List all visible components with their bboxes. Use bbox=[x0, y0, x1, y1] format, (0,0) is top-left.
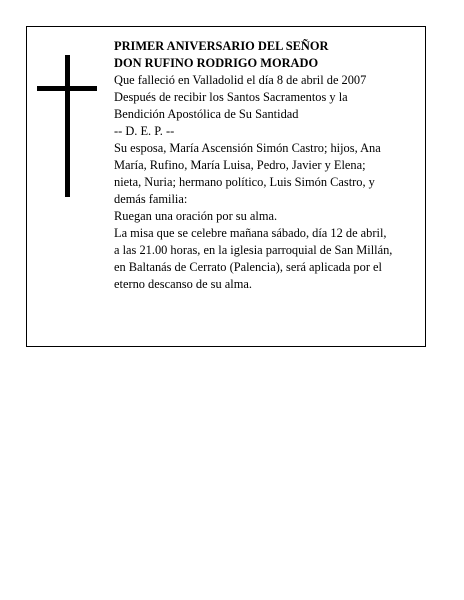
family-line-4: demás familia: bbox=[114, 192, 188, 206]
prayer-request-line: Ruegan una oración por su alma. bbox=[114, 209, 278, 223]
heading-line-2: DON RUFINO RODRIGO MORADO bbox=[114, 56, 319, 70]
cross-horizontal-bar bbox=[37, 86, 97, 91]
family-line-1: Su esposa, María Ascensión Simón Castro; hijos, Ana bbox=[114, 141, 381, 155]
death-date-line: Que falleció en Valladolid el día 8 de abril de 2007 bbox=[114, 73, 367, 87]
mass-line-1: La misa que se celebre mañana sábado, día 12 de abril, bbox=[114, 226, 387, 240]
rip-line: -- D. E. P. -- bbox=[114, 124, 175, 138]
latin-cross-icon bbox=[37, 55, 97, 197]
family-line-2: María, Rufino, María Luisa, Pedro, Javier y Elena; bbox=[114, 158, 366, 172]
mass-line-4: eterno descanso de su alma. bbox=[114, 277, 252, 291]
cross-vertical-bar bbox=[65, 55, 70, 197]
mass-line-2: a las 21.00 horas, en la iglesia parroquial de San Millán, bbox=[114, 243, 393, 257]
obituary-text bbox=[114, 38, 422, 293]
sacraments-line-2: Bendición Apostólica de Su Santidad bbox=[114, 107, 299, 121]
mass-line-3: en Baltanás de Cerrato (Palencia), será aplicada por el bbox=[114, 260, 382, 274]
heading-line-1: PRIMER ANIVERSARIO DEL SEÑOR bbox=[114, 39, 329, 53]
family-line-3: nieta, Nuria; hermano político, Luis Simón Castro, y bbox=[114, 175, 375, 189]
sacraments-line-1: Después de recibir los Santos Sacramentos y la bbox=[114, 90, 348, 104]
